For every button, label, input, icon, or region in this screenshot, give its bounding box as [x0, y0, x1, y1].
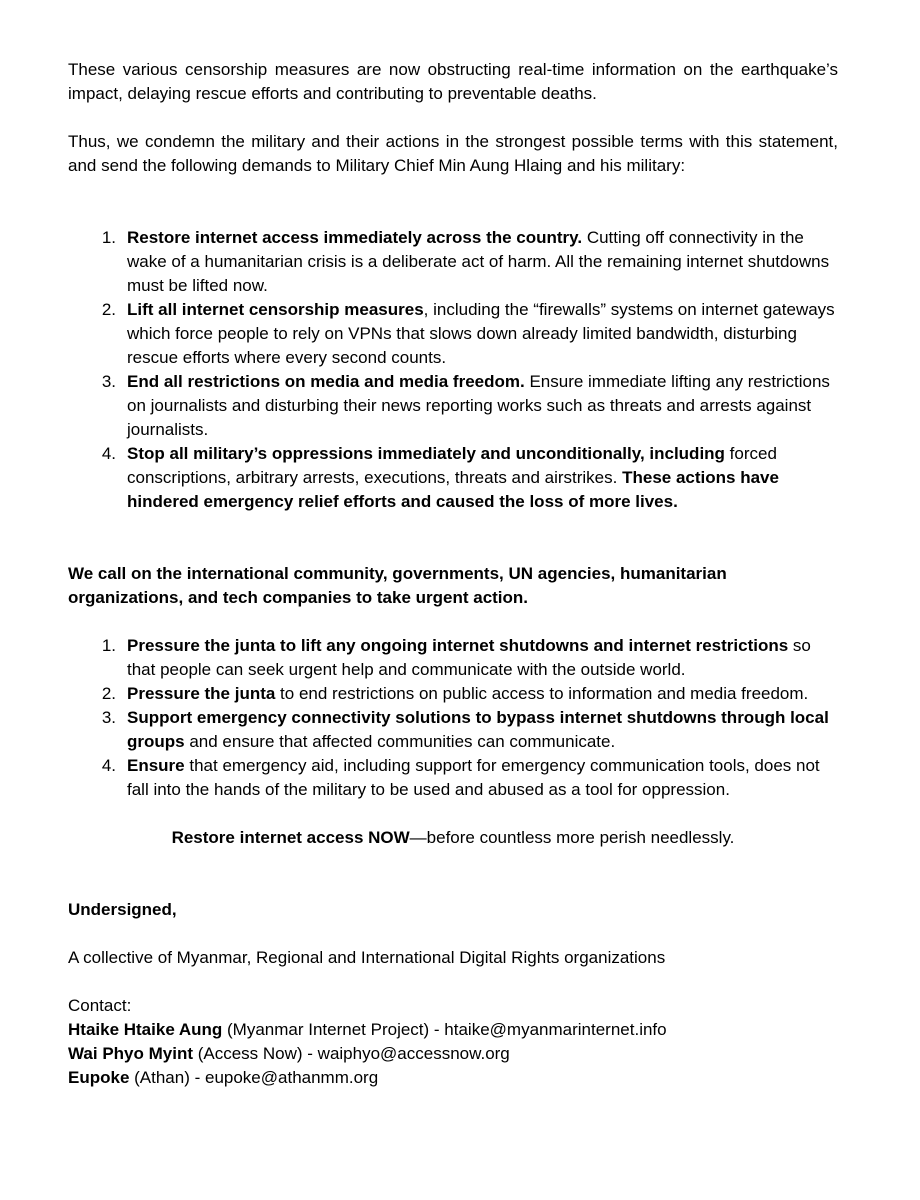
demand-bold: End all restrictions on media and media freedom.: [127, 372, 525, 391]
list-number: 3.: [101, 708, 116, 727]
list-item: [68, 442, 838, 514]
contact-detail: (Myanmar Internet Project) - htaike@myanmarinternet.info: [222, 1020, 667, 1039]
list-item: [68, 226, 838, 298]
demands-list: [68, 226, 838, 514]
list-number: 1.: [101, 228, 116, 247]
contact-line: [68, 1018, 838, 1042]
contact-line: [68, 1066, 838, 1090]
action-text: to end restrictions on public access to information and media freedom.: [275, 684, 809, 703]
list-item: [68, 370, 838, 442]
demand-text: Ensure immediate lifting any restrictions on journalists and disturbing their news reporting works such as threats and arrests against journalists.: [127, 372, 830, 439]
list-number: 3.: [101, 372, 116, 391]
action-bold: Ensure: [127, 756, 185, 775]
contact-label: Contact:: [68, 996, 132, 1015]
call-to-action-heading: We call on the international community, governments, UN agencies, humanitarian organizations, and tech companies to take urgent action.: [68, 564, 727, 607]
list-number: 2.: [101, 300, 116, 319]
demand-bold: Stop all military’s oppressions immediately and unconditionally, including: [127, 444, 725, 463]
intro-paragraph-1: These various censorship measures are now obstructing real-time information on the earthquake’s impact, delaying rescue efforts and contributing to preventable deaths.: [68, 60, 838, 103]
actions-list: [68, 634, 838, 802]
list-number: 1.: [101, 636, 116, 655]
action-bold: Support emergency connectivity solutions to bypass internet shutdowns through local groups: [127, 708, 829, 751]
list-item: [68, 298, 838, 370]
slogan-text: —before countless more perish needlessly.: [409, 828, 735, 847]
demand-bold-closing: These actions have hindered emergency relief efforts and caused the loss of more lives.: [127, 468, 779, 511]
action-bold: Pressure the junta to lift any ongoing internet shutdowns and internet restrictions: [127, 636, 789, 655]
contact-name: Htaike Htaike Aung: [68, 1020, 223, 1039]
action-bold: Pressure the junta: [127, 684, 276, 703]
collective-line: A collective of Myanmar, Regional and International Digital Rights organizations: [68, 948, 666, 967]
list-item: [68, 754, 838, 802]
demand-bold: Lift all internet censorship measures: [127, 300, 424, 319]
contact-detail: (Access Now) - waiphyo@accessnow.org: [193, 1044, 510, 1063]
undersigned-heading: Undersigned,: [68, 900, 177, 919]
demand-bold: Restore internet access immediately across the country.: [127, 228, 583, 247]
contact-name: Wai Phyo Myint: [68, 1044, 193, 1063]
slogan: [68, 826, 838, 850]
demand-text: , including the “firewalls” systems on internet gateways which force people to rely on VPNs that slows down already limited bandwidth, disturbing rescue efforts where every second counts.: [127, 300, 835, 367]
list-item: [68, 634, 838, 682]
contact-line: [68, 1042, 838, 1066]
list-number: 2.: [101, 684, 116, 703]
list-item: [68, 706, 838, 754]
action-text: and ensure that affected communities can communicate.: [184, 732, 616, 751]
slogan-bold: Restore internet access NOW: [171, 828, 410, 847]
list-item: [68, 682, 838, 706]
demand-text: forced conscriptions, arbitrary arrests, executions, threats and airstrikes.: [127, 444, 777, 487]
list-number: 4.: [101, 444, 116, 463]
contact-detail: (Athan) - eupoke@athanmm.org: [129, 1068, 379, 1087]
list-number: 4.: [101, 756, 116, 775]
contact-name: Eupoke: [68, 1068, 130, 1087]
action-text: so that people can seek urgent help and communicate with the outside world.: [127, 636, 811, 679]
demand-text: Cutting off connectivity in the wake of a humanitarian crisis is a deliberate act of harm. All the remaining internet shutdowns must be lifted now.: [127, 228, 830, 295]
action-text: that emergency aid, including support for emergency communication tools, does not fall into the hands of the military to be used and abused as a tool for oppression.: [127, 756, 820, 799]
intro-paragraph-2: Thus, we condemn the military and their actions in the strongest possible terms with this statement, and send the following demands to Military Chief Min Aung Hlaing and his military:: [68, 132, 838, 175]
